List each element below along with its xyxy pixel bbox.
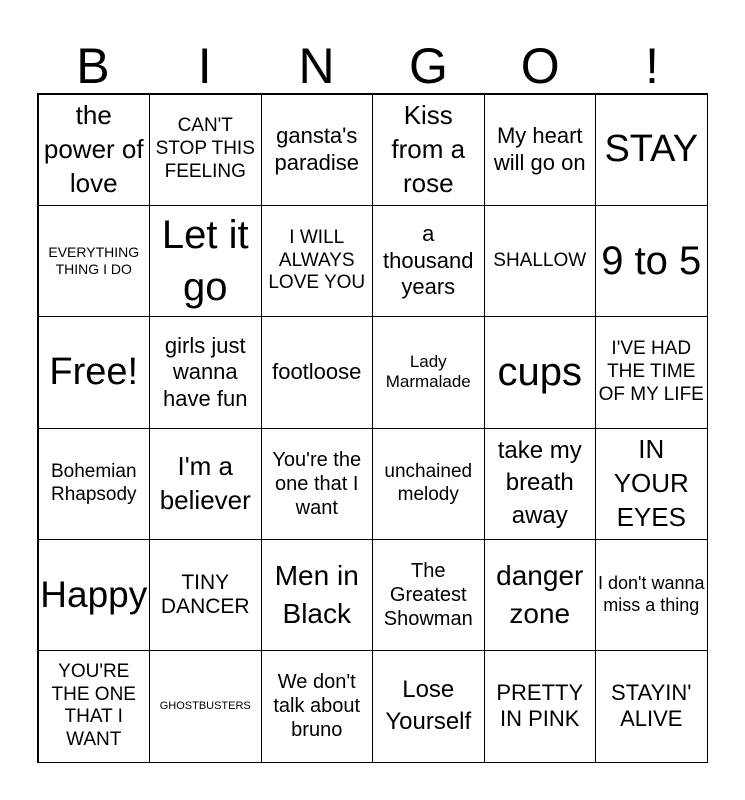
bingo-cell[interactable]: Free!	[38, 316, 151, 428]
title-letter-i: I	[197, 38, 212, 94]
bingo-cell[interactable]: I WILL ALWAYS LOVE YOU	[261, 205, 374, 317]
bingo-title	[37, 38, 708, 94]
bingo-cell[interactable]: YOU'RE THE ONE THAT I WANT	[38, 650, 151, 762]
title-letter-exclamation: !	[645, 38, 659, 94]
bingo-cell[interactable]: take my breath away	[484, 428, 597, 540]
bingo-cell[interactable]: unchained melody	[372, 428, 485, 540]
bingo-cell[interactable]: Happy	[38, 539, 151, 651]
bingo-cell[interactable]: 9 to 5	[595, 205, 708, 317]
bingo-grid	[37, 93, 708, 763]
bingo-cell[interactable]: TINY DANCER	[149, 539, 262, 651]
bingo-cell[interactable]: Lady Marmalade	[372, 316, 485, 428]
bingo-cell[interactable]: Let it go	[149, 205, 262, 317]
bingo-cell[interactable]: girls just wanna have fun	[149, 316, 262, 428]
bingo-cell[interactable]: Bohemian Rhapsody	[38, 428, 151, 540]
title-letter-b: B	[76, 38, 110, 94]
bingo-cell[interactable]: gansta's paradise	[261, 94, 374, 206]
title-letter-g: G	[408, 38, 448, 94]
bingo-cell[interactable]: PRETTY IN PINK	[484, 650, 597, 762]
bingo-cell[interactable]: I don't wanna miss a thing	[595, 539, 708, 651]
bingo-cell[interactable]: You're the one that I want	[261, 428, 374, 540]
bingo-cell[interactable]: The Greatest Showman	[372, 539, 485, 651]
bingo-cell[interactable]: STAYIN' ALIVE	[595, 650, 708, 762]
bingo-cell[interactable]: SHALLOW	[484, 205, 597, 317]
bingo-cell[interactable]: a thousand years	[372, 205, 485, 317]
bingo-cell[interactable]: footloose	[261, 316, 374, 428]
title-letter-o: O	[520, 38, 560, 94]
title-letter-n: N	[298, 38, 335, 94]
bingo-cell[interactable]: CAN'T STOP THIS FEELING	[149, 94, 262, 206]
bingo-cell[interactable]: Men in Black	[261, 539, 374, 651]
bingo-cell[interactable]: My heart will go on	[484, 94, 597, 206]
bingo-cell[interactable]: EVERYTHING THING I DO	[38, 205, 151, 317]
bingo-cell[interactable]: We don't talk about bruno	[261, 650, 374, 762]
bingo-cell[interactable]: Lose Yourself	[372, 650, 485, 762]
bingo-cell[interactable]: IN YOUR EYES	[595, 428, 708, 540]
bingo-cell[interactable]: I'VE HAD THE TIME OF MY LIFE	[595, 316, 708, 428]
bingo-cell[interactable]: I'm a believer	[149, 428, 262, 540]
bingo-cell[interactable]: cups	[484, 316, 597, 428]
bingo-cell[interactable]: Kiss from a rose	[372, 94, 485, 206]
bingo-cell[interactable]: STAY	[595, 94, 708, 206]
bingo-cell[interactable]: GHOSTBUSTERS	[149, 650, 262, 762]
bingo-cell[interactable]: danger zone	[484, 539, 597, 651]
bingo-cell[interactable]: the power of love	[38, 94, 151, 206]
